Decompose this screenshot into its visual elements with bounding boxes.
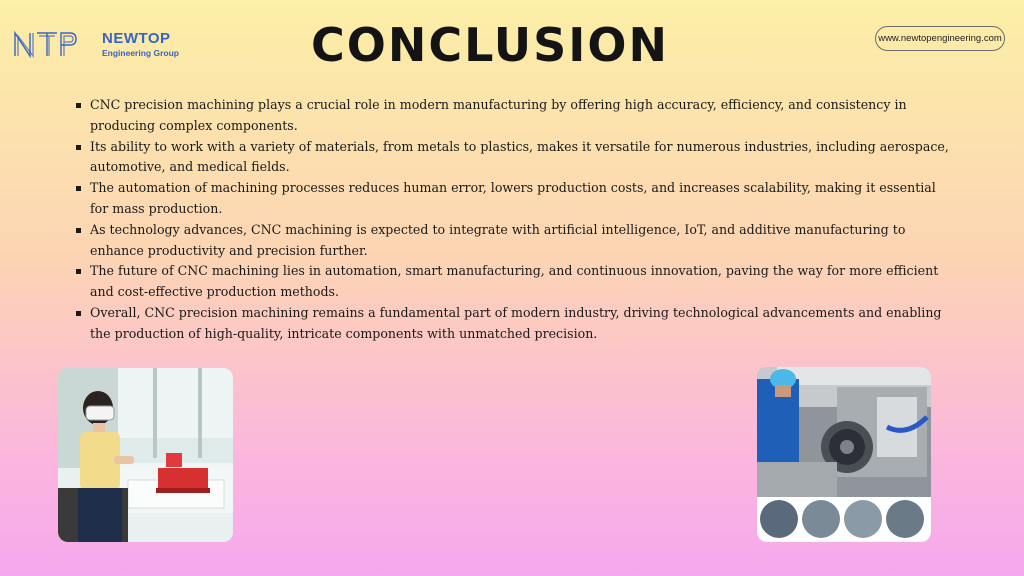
website-link[interactable]: www.newtopengineering.com: [875, 26, 1005, 51]
brand-name: NEWTOP: [102, 30, 171, 47]
bullet-list: [76, 95, 956, 345]
slide-title: CONCLUSION: [311, 18, 669, 72]
bullet-item: As technology advances, CNC machining is expected to integrate with artificial intelligence, IoT, and additive manufacturing to enhance productivity and precision further.: [76, 220, 956, 262]
bullet-item: The future of CNC machining lies in automation, smart manufacturing, and continuous innovation, paving the way for more efficient and cost-effective production methods.: [76, 261, 956, 303]
bullet-item: The automation of machining processes reduces human error, lowers production costs, and increases scalability, making it essential for mass production.: [76, 178, 956, 220]
cnc-machine-photo: [757, 367, 931, 542]
bullet-item: Its ability to work with a variety of materials, from metals to plastics, makes it versatile for numerous industries, including aerospace, automotive, and medical fields.: [76, 137, 956, 179]
vr-engineer-photo: [58, 368, 233, 542]
bullet-item: Overall, CNC precision machining remains a fundamental part of modern industry, driving technological advancements and enabling the production of high-quality, intricate components with unmatched precision.: [76, 303, 956, 345]
brand-subtitle: Engineering Group: [102, 48, 179, 58]
bullet-item: CNC precision machining plays a crucial role in modern manufacturing by offering high accuracy, efficiency, and consistency in producing complex components.: [76, 95, 956, 137]
